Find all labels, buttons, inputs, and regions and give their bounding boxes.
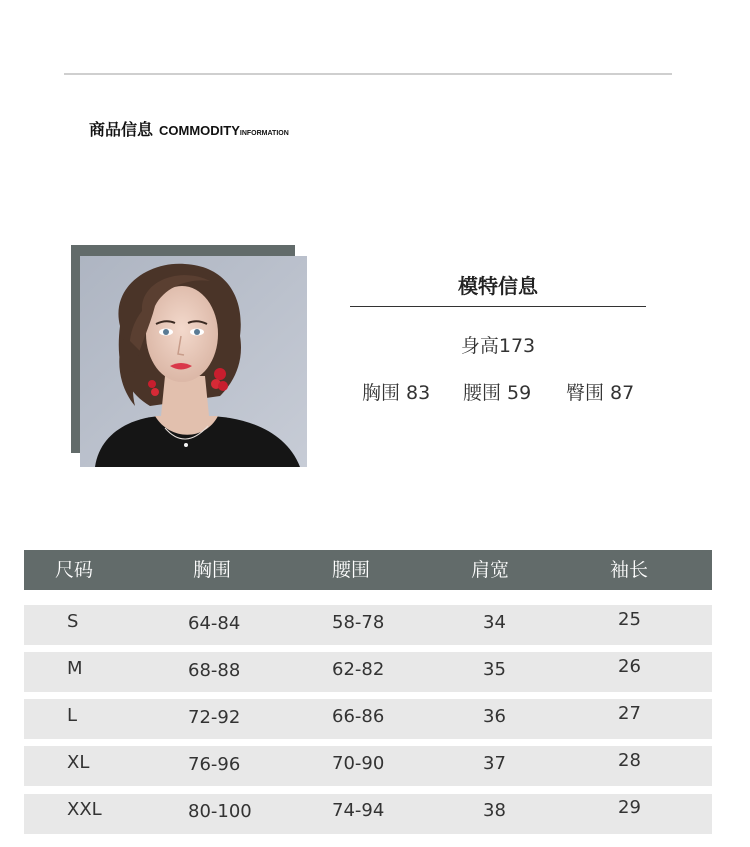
cell-size: L — [67, 705, 78, 726]
header-size: 尺码 — [55, 559, 94, 581]
model-hip: 臀围 87 — [566, 382, 635, 404]
cell-shoulder: 34 — [483, 612, 506, 633]
cell-sleeve: 26 — [618, 656, 641, 677]
cell-bust: 76-96 — [188, 754, 241, 775]
section-title — [89, 117, 289, 140]
cell-shoulder: 38 — [483, 800, 506, 821]
model-info-heading: 模特信息 — [458, 274, 538, 298]
cell-sleeve: 25 — [618, 609, 641, 630]
table-row — [24, 699, 712, 739]
model-photo — [80, 256, 307, 467]
cell-bust: 80-100 — [188, 801, 252, 822]
header-waist: 腰围 — [332, 559, 371, 581]
model-portrait-image — [80, 256, 307, 467]
model-info-divider — [350, 306, 646, 307]
cell-waist: 62-82 — [332, 659, 385, 680]
model-waist: 腰围 59 — [463, 382, 532, 404]
model-height: 身高173 — [460, 335, 536, 357]
size-table-header — [24, 550, 712, 590]
section-title-en: COMMODITY — [159, 123, 240, 138]
table-row — [24, 746, 712, 786]
cell-size: XL — [67, 752, 90, 773]
cell-sleeve: 29 — [618, 797, 641, 818]
model-bust: 胸围 83 — [362, 382, 431, 404]
cell-size: M — [67, 658, 83, 679]
header-bust: 胸围 — [193, 559, 232, 581]
cell-waist: 66-86 — [332, 706, 385, 727]
top-divider — [64, 73, 672, 75]
header-sleeve: 袖长 — [610, 559, 649, 581]
header-shoulder: 肩宽 — [471, 559, 510, 581]
cell-size: XXL — [67, 799, 102, 820]
table-row — [24, 605, 712, 645]
cell-waist: 58-78 — [332, 612, 385, 633]
cell-shoulder: 37 — [483, 753, 506, 774]
cell-bust: 72-92 — [188, 707, 241, 728]
cell-size: S — [67, 611, 79, 632]
cell-sleeve: 27 — [618, 703, 641, 724]
table-row — [24, 794, 712, 834]
cell-sleeve: 28 — [618, 750, 641, 771]
cell-shoulder: 36 — [483, 706, 506, 727]
cell-shoulder: 35 — [483, 659, 506, 680]
cell-bust: 64-84 — [188, 613, 241, 634]
cell-waist: 74-94 — [332, 800, 385, 821]
table-row — [24, 652, 712, 692]
section-title-en-small: INFORMATION — [239, 130, 289, 137]
cell-bust: 68-88 — [188, 660, 241, 681]
section-title-cn: 商品信息 — [89, 120, 154, 139]
cell-waist: 70-90 — [332, 753, 385, 774]
